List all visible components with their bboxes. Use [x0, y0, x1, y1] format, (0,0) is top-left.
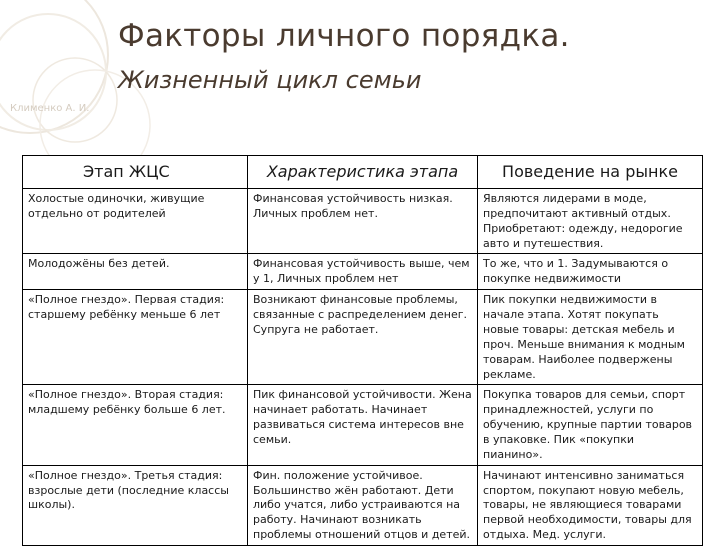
- column-header-characteristic: Характеристика этапа: [248, 156, 478, 189]
- slide-title: Факторы личного порядка.: [118, 18, 570, 54]
- slide-subtitle: Жизненный цикл семьи: [118, 66, 422, 94]
- column-header-stage: Этап ЖЦС: [23, 156, 248, 189]
- family-life-cycle-table: [22, 155, 703, 546]
- cell-behavior: То же, что и 1. Задумываются о покупке недвижимости: [478, 254, 703, 290]
- cell-behavior: Покупка товаров для семьи, спорт принадлежностей, услуги по обучению, крупные партии товаров в упаковке. Пик «покупки пианино».: [478, 385, 703, 465]
- cell-stage: «Полное гнездо». Третья стадия: взрослые дети (последние классы школы).: [23, 465, 248, 545]
- cell-behavior: Являются лидерами в моде, предпочитают активный отдых. Приобретают: одежду, недорогие авто и путешествия.: [478, 189, 703, 254]
- table-row: [23, 290, 703, 385]
- cell-characteristic: Финансовая устойчивость выше, чем у 1, Личных проблем нет: [248, 254, 478, 290]
- cell-stage: «Полное гнездо». Первая стадия: старшему ребёнку меньше 6 лет: [23, 290, 248, 385]
- table-header-row: [23, 156, 703, 189]
- cell-characteristic: Пик финансовой устойчивости. Жена начинает работать. Начинает развиваться система интересов вне семьи.: [248, 385, 478, 465]
- cell-characteristic: Финансовая устойчивость низкая. Личных проблем нет.: [248, 189, 478, 254]
- cell-characteristic: Фин. положение устойчивое. Большинство жён работают. Дети либо учатся, либо устраиваются на работу. Начинают возникать проблемы отношений отцов и детей.: [248, 465, 478, 545]
- cell-behavior: Пик покупки недвижимости в начале этапа. Хотят покупать новые товары: детская мебель и проч. Меньше внимания к модным товарам. Наиболее подвержены рекламе.: [478, 290, 703, 385]
- column-header-behavior: Поведение на рынке: [478, 156, 703, 189]
- table-row: [23, 385, 703, 465]
- cell-characteristic: Возникают финансовые проблемы, связанные с распределением денег. Супруга не работает.: [248, 290, 478, 385]
- cell-stage: Молодожёны без детей.: [23, 254, 248, 290]
- cell-stage: Холостые одиночки, живущие отдельно от родителей: [23, 189, 248, 254]
- table-row: [23, 254, 703, 290]
- cell-behavior: Начинают интенсивно заниматься спортом, покупают новую мебель, товары, не являющиеся товарами первой необходимости, товары для отдыха. Мед. услуги.: [478, 465, 703, 545]
- cell-stage: «Полное гнездо». Вторая стадия: младшему ребёнку больше 6 лет.: [23, 385, 248, 465]
- watermark-author: Клименко А. И.: [10, 103, 90, 114]
- table-row: [23, 465, 703, 545]
- table-row: [23, 189, 703, 254]
